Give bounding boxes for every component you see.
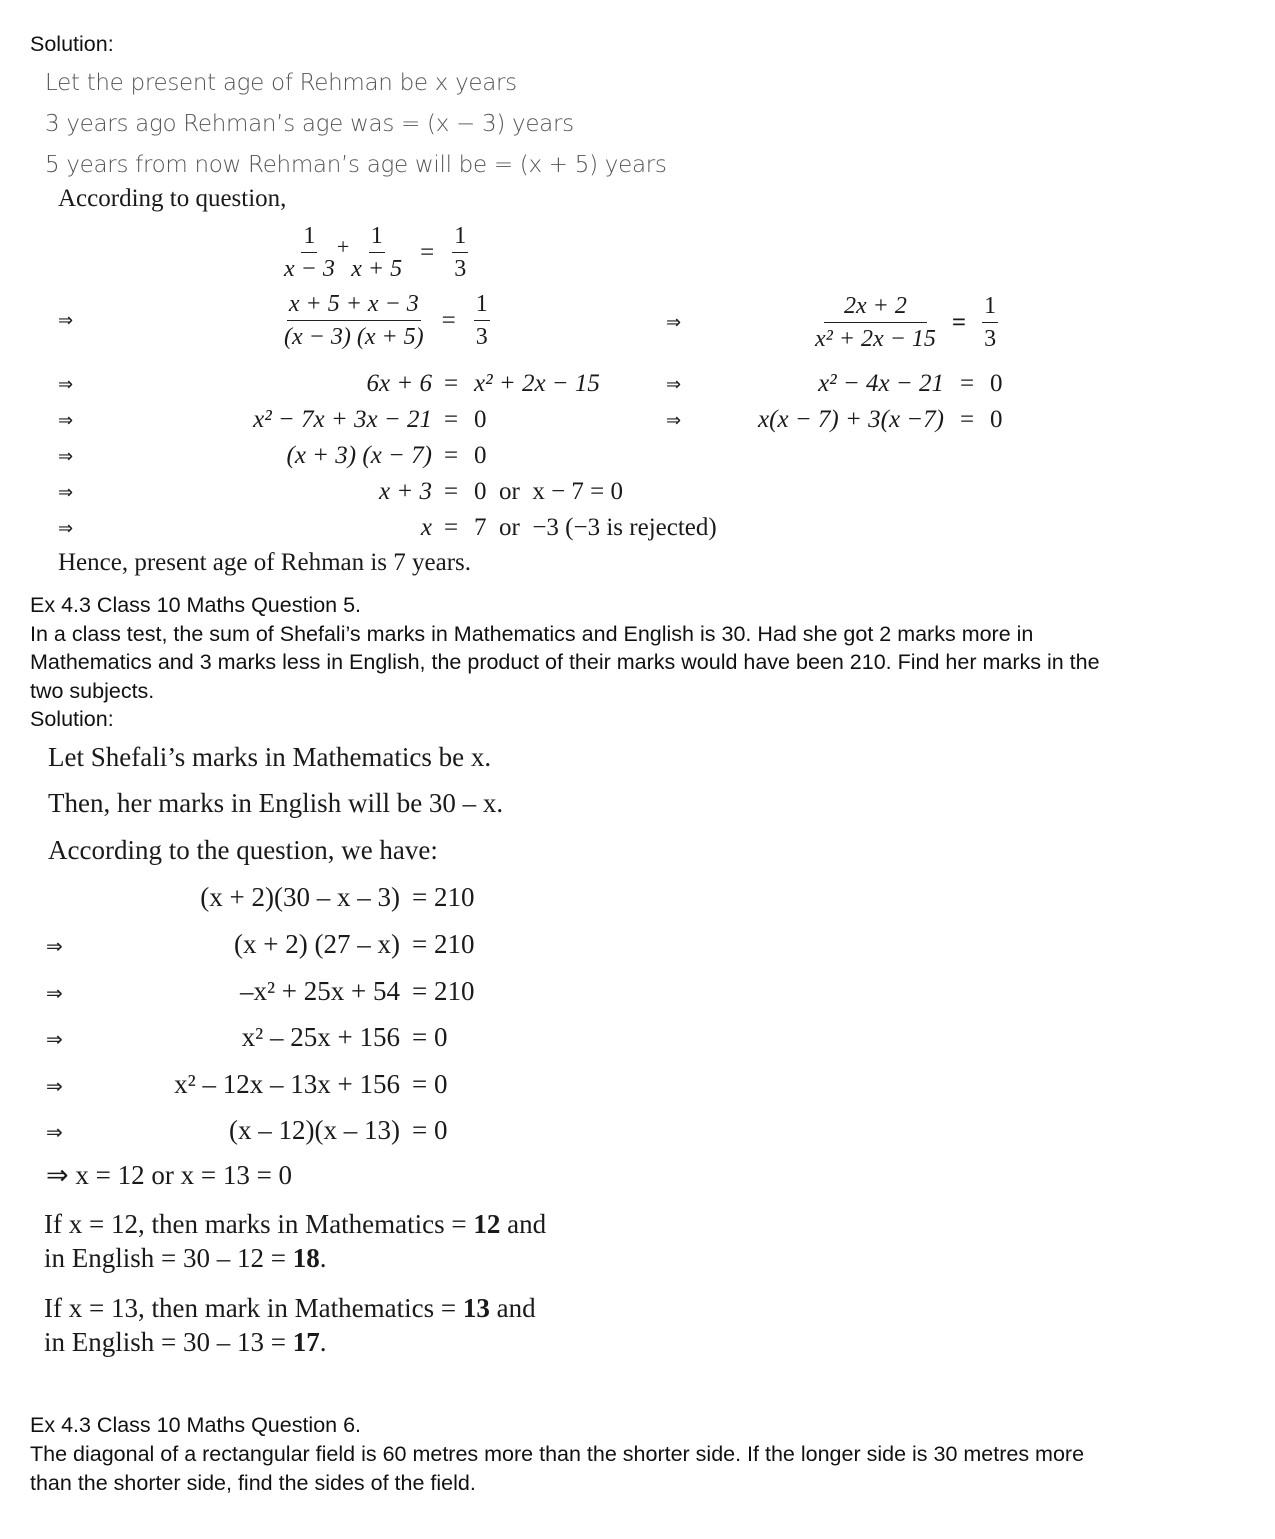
solution-line: According to the question, we have: — [48, 835, 438, 865]
question-text-line: two subjects. — [30, 679, 155, 703]
case-text: in English = 30 – 12 = — [44, 1243, 293, 1273]
equation-lhs: x(x − 7) + 3(x −7) — [758, 406, 944, 433]
implies-arrow-icon: ⇒ — [58, 518, 74, 539]
equation-lhs: (x + 3) (x − 7) — [286, 442, 432, 469]
equation-rhs: 0 or x − 7 = 0 — [474, 478, 624, 505]
step-rhs: = 210 — [412, 929, 475, 959]
implies-arrow-icon: ⇒ — [58, 410, 74, 431]
fraction — [452, 222, 468, 283]
denominator: x² + 2x − 15 — [815, 326, 936, 352]
equals-sign: = — [951, 308, 967, 336]
fraction — [474, 290, 490, 351]
step-lhs: (x + 2)(30 – x – 3) — [200, 882, 400, 912]
equals-sign: = — [960, 406, 975, 433]
fraction — [815, 292, 936, 353]
denominator: x − 3 — [284, 256, 335, 282]
equals-sign: = — [444, 478, 459, 505]
denominator: (x − 3) (x + 5) — [284, 324, 424, 350]
step-rhs: = 0 — [412, 1069, 448, 1099]
equals-sign: = — [444, 442, 459, 469]
question-text-line: In a class test, the sum of Shefali’s marks in Mathematics and English is 30. Had she got 2 marks more in — [30, 622, 1034, 646]
case-text: If x = 13, then mark in Mathematics = — [44, 1293, 463, 1323]
case-value: 18 — [292, 1243, 320, 1273]
implies-arrow-icon: ⇒ — [46, 981, 63, 1005]
equals-sign: = — [441, 306, 456, 334]
implies-arrow-icon: ⇒ — [58, 482, 74, 503]
equation-rhs: 0 — [474, 406, 487, 433]
step-lhs: x² – 25x + 156 — [241, 1022, 400, 1052]
case-line — [44, 1327, 326, 1358]
equation-lhs: x — [420, 514, 432, 541]
equals-sign: = — [960, 370, 975, 397]
question-text-line: Mathematics and 3 marks less in English, the product of their marks would have been 210. Find her marks in the — [30, 650, 1100, 674]
equation-rhs: 0 — [990, 406, 1003, 433]
question-heading: Ex 4.3 Class 10 Maths Question 6. — [30, 1413, 362, 1437]
step-rhs: = 210 — [412, 882, 475, 912]
fraction — [284, 290, 424, 351]
equals-sign: = — [444, 406, 459, 433]
solution-line: Let Shefali’s marks in Mathematics be x. — [48, 742, 492, 772]
equation-rhs: 7 or −3 (−3 is rejected) — [474, 514, 717, 541]
according-text: According to question, — [58, 185, 287, 212]
equation-row — [284, 290, 490, 351]
case-value: 17 — [292, 1327, 320, 1357]
implies-arrow-icon: ⇒ — [666, 410, 682, 431]
implies-arrow-icon: ⇒ — [46, 1074, 63, 1098]
step-lhs: x² – 12x – 13x + 156 — [174, 1069, 400, 1099]
step-lhs: (x – 12)(x – 13) — [229, 1115, 400, 1145]
case-value: 13 — [462, 1293, 490, 1323]
equation-lhs: 6x + 6 — [366, 370, 432, 397]
equation-lhs: x² − 7x + 3x − 21 — [253, 406, 432, 433]
implies-arrow-icon: ⇒ — [46, 934, 63, 958]
case-value: 12 — [473, 1209, 501, 1239]
fraction — [351, 222, 402, 283]
step-lhs: (x + 2) (27 – x) — [234, 929, 400, 959]
implies-arrow-icon: ⇒ — [46, 1120, 63, 1144]
equation-lhs: x + 3 — [379, 478, 432, 505]
solution-line: Then, her marks in English will be 30 – x. — [48, 788, 504, 818]
case-line — [44, 1209, 546, 1240]
equation-row — [815, 292, 998, 353]
equation-rhs: 0 — [990, 370, 1003, 397]
intro-line: 3 years ago Rehman’s age was = (x − 3) years — [45, 111, 574, 137]
numerator: 1 — [474, 290, 490, 321]
denominator: 3 — [984, 326, 997, 352]
fraction — [982, 292, 998, 353]
question-text-line: than the shorter side, find the sides of the field. — [30, 1471, 476, 1495]
intro-line: 5 years from now Rehman’s age will be = (x + 5) years — [45, 152, 667, 178]
step-rhs: = 0 — [412, 1022, 448, 1052]
numerator: 1 — [982, 292, 998, 323]
implies-arrow-icon: ⇒ — [666, 374, 682, 395]
intro-line: Let the present age of Rehman be x years — [45, 70, 517, 96]
step-lhs: –x² + 25x + 54 — [239, 976, 400, 1006]
numerator: 1 — [301, 222, 317, 253]
denominator: x + 5 — [351, 256, 403, 282]
denominator: 3 — [475, 324, 488, 350]
equation-lhs: x² − 4x − 21 — [818, 370, 944, 397]
implies-arrow-icon: ⇒ — [58, 446, 74, 467]
conclusion-text: Hence, present age of Rehman is 7 years. — [58, 549, 472, 576]
fraction — [284, 222, 335, 283]
equals-sign: = — [420, 238, 435, 266]
solution-label: Solution: — [30, 32, 114, 56]
denominator: 3 — [454, 256, 467, 282]
equation-rhs: x² + 2x − 15 — [474, 370, 600, 397]
case-text: and — [500, 1209, 547, 1239]
solution-label: Solution: — [30, 707, 114, 731]
step-rhs: = 0 — [412, 1115, 448, 1145]
step-rhs: = 210 — [412, 976, 475, 1006]
case-line — [44, 1243, 326, 1274]
final-step: ⇒ x = 12 or x = 13 = 0 — [46, 1160, 293, 1190]
case-line — [44, 1293, 536, 1324]
question-heading: Ex 4.3 Class 10 Maths Question 5. — [30, 593, 362, 617]
implies-arrow-icon: ⇒ — [666, 312, 682, 333]
plus-sign: + — [336, 233, 350, 259]
question-text-line: The diagonal of a rectangular field is 60 metres more than the shorter side. If the longer side is 30 metres more — [30, 1442, 1085, 1466]
implies-arrow-icon: ⇒ — [58, 374, 74, 395]
equation-row — [284, 222, 468, 283]
numerator: 1 — [452, 222, 468, 253]
equals-sign: = — [444, 370, 459, 397]
implies-arrow-icon: ⇒ — [46, 1027, 63, 1051]
implies-arrow-icon: ⇒ — [58, 310, 74, 331]
case-text: and — [489, 1293, 536, 1323]
equals-sign: = — [444, 514, 459, 541]
numerator: x + 5 + x − 3 — [287, 290, 421, 321]
numerator: 2x + 2 — [824, 292, 927, 323]
case-text: . — [319, 1243, 327, 1273]
case-text: in English = 30 – 13 = — [44, 1327, 293, 1357]
numerator: 1 — [369, 222, 385, 253]
case-text: If x = 12, then marks in Mathematics = — [44, 1209, 474, 1239]
equation-rhs: 0 — [474, 442, 487, 469]
case-text: . — [319, 1327, 327, 1357]
